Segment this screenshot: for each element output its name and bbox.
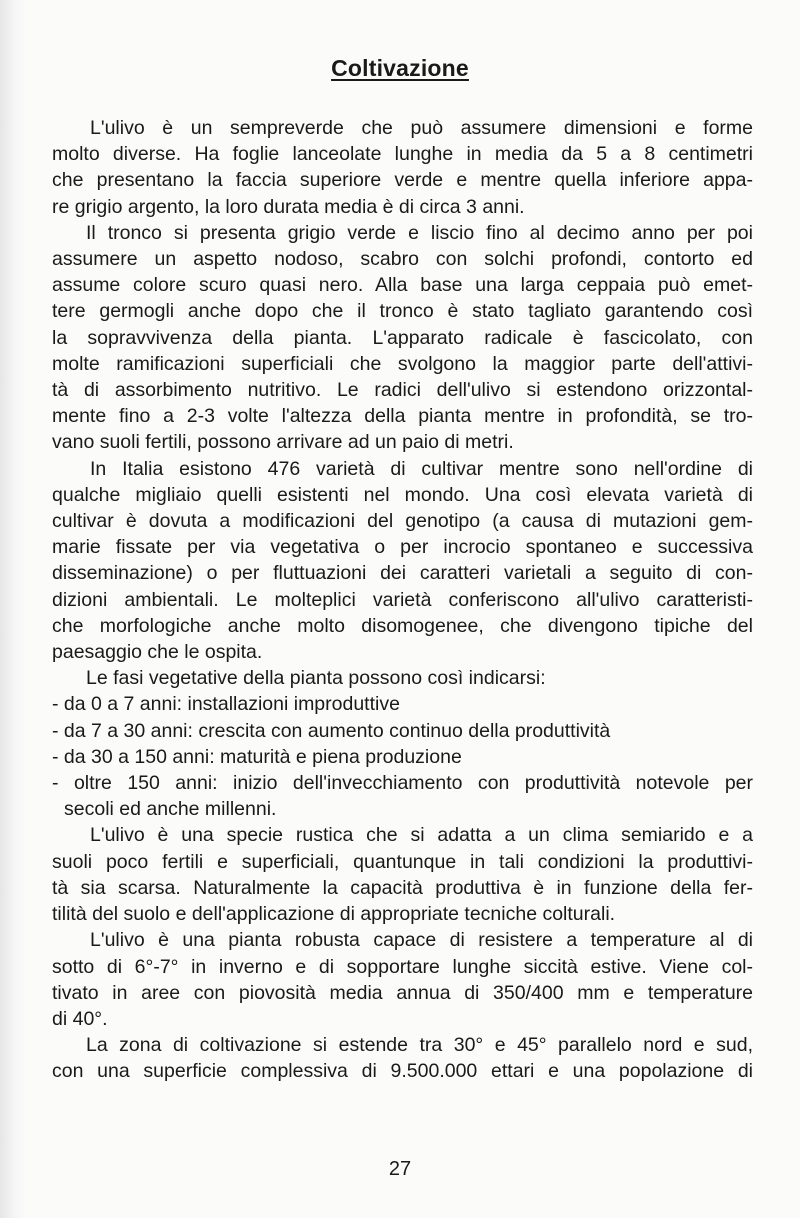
text-line: tere germogli anche dopo che il tronco è stato tagliato garantendo così (52, 300, 753, 323)
page-edge-shadow (0, 0, 26, 1218)
text-line: L'ulivo è una specie rustica che si adatta a un clima semiarido e a (90, 824, 753, 847)
text-line: molto diverse. Ha foglie lanceolate lunghe in media da 5 a 8 centimetri (52, 143, 753, 166)
text-line: In Italia esistono 476 varietà di cultivar mentre sono nell'ordine di (90, 457, 753, 480)
text-line: tilità del suolo e dell'applicazione di appropriate tecniche colturali. (52, 903, 616, 926)
text-line: L'ulivo è una pianta robusta capace di resistere a temperature al di (90, 929, 753, 952)
text-line: cultivar è dovuta a modificazioni del genotipo (a causa di mutazioni gem- (52, 510, 753, 533)
page-number: 27 (388, 1158, 412, 1180)
list-item-continuation: secoli ed anche millenni. (64, 798, 277, 821)
text-line: che presentano la faccia superiore verde e mentre quella inferiore appa- (52, 169, 753, 192)
text-line: la sopravvivenza della pianta. L'apparato radicale è fascicolato, con (52, 326, 753, 349)
list-item: - da 7 a 30 anni: crescita con aumento continuo della produttività (52, 719, 611, 742)
text-line: La zona di coltivazione si estende tra 30° e 45° parallelo nord e sud, (86, 1034, 753, 1057)
text-line: con una superficie complessiva di 9.500.000 ettari e una popolazione di (52, 1060, 753, 1083)
text-line: re grigio argento, la loro durata media è di circa 3 anni. (52, 195, 525, 218)
text-line: sotto di 6°-7° in inverno e di sopportare lunghe siccità estive. Viene col- (52, 955, 753, 978)
text-line: di 40°. (52, 1007, 108, 1030)
text-line: suoli poco fertili e superficiali, quantunque in tali condizioni la produttivi- (52, 850, 753, 873)
body-text (52, 115, 753, 1085)
text-line: qualche migliaio quelli esistenti nel mondo. Una così elevata varietà di (52, 483, 753, 506)
text-line: tà di assorbimento nutritivo. Le radici dell'ulivo si estendono orizzontal- (52, 379, 753, 402)
text-line: marie fissate per via vegetativa o per incrocio spontaneo e successiva (52, 536, 753, 559)
text-line: mente fino a 2-3 volte l'altezza della pianta mentre in profondità, se tro- (52, 405, 753, 428)
text-line: L'ulivo è un sempreverde che può assumere dimensioni e forme (90, 117, 753, 139)
list-item: - da 0 a 7 anni: installazioni improduttive (52, 693, 400, 716)
text-line: vano suoli fertili, possono arrivare ad un paio di metri. (52, 431, 514, 454)
text-line: tà sia scarsa. Naturalmente la capacità produttiva è in funzione della fer- (52, 876, 753, 899)
list-item: - da 30 a 150 anni: maturità e piena produzione (52, 745, 462, 768)
page-title: Coltivazione (331, 55, 469, 81)
text-line: assume colore scuro quasi nero. Alla base una larga ceppaia può emet- (52, 274, 753, 297)
list-item: - oltre 150 anni: inizio dell'invecchiamento con produttività notevole per (52, 772, 753, 795)
text-line: che morfologiche anche molto disomogenee, che divengono tipiche del (52, 614, 753, 637)
text-line: paesaggio che le ospita. (52, 641, 263, 664)
text-line: assumere un aspetto nodoso, scabro con solchi profondi, contorto ed (52, 248, 753, 271)
text-line: Le fasi vegetative della pianta possono così indicarsi: (86, 667, 546, 690)
text-line: Il tronco si presenta grigio verde e liscio fino al decimo anno per poi (86, 221, 753, 244)
text-line: dizioni ambientali. Le molteplici varietà conferiscono all'ulivo caratteristi- (52, 588, 753, 611)
text-line: molte ramificazioni superficiali che svolgono la maggior parte dell'attivi- (52, 352, 753, 375)
text-line: tivato in aree con piovosità media annua di 350/400 mm e temperature (52, 981, 753, 1004)
text-line: disseminazione) o per fluttuazioni dei caratteri varietali a seguito di con- (52, 562, 753, 585)
